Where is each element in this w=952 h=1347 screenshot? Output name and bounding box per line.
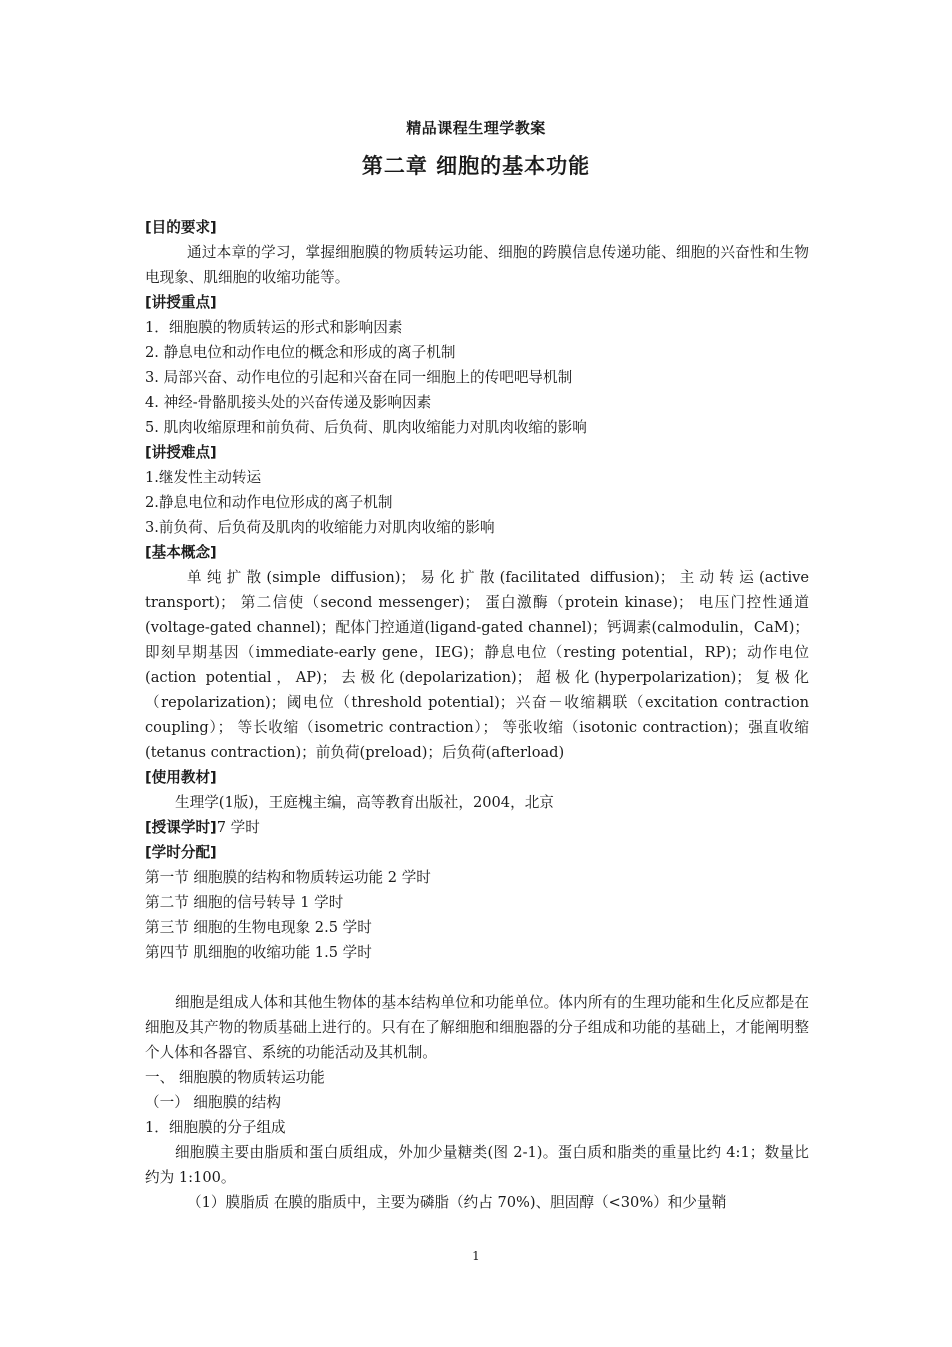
subsection-heading: （一） 细胞膜的结构 xyxy=(145,1094,281,1111)
page-content xyxy=(145,215,809,1215)
objectives-heading: [目的要求] xyxy=(145,219,217,236)
key-point-item: 4. 神经-骨骼肌接头处的兴奋传递及影响因素 xyxy=(145,394,432,411)
chapter-title: 第二章 细胞的基本功能 xyxy=(361,154,591,178)
key-point-item: 5. 肌肉收缩原理和前负荷、后负荷、肌肉收缩能力对肌肉收缩的影响 xyxy=(145,419,587,436)
allocation-item: 第一节 细胞膜的结构和物质转运功能 2 学时 xyxy=(145,869,431,886)
allocation-item: 第三节 细胞的生物电现象 2.5 学时 xyxy=(145,919,372,936)
concepts-text: 单纯扩散(simple diffusion)；易化扩散(facilitated diffusion)；主动转运(active transport)； 第二信使（second messenger)； 蛋白激酶（protein kinase)； 电压门控性通道(voltage-gated channel)；配体门控通道(ligand-gated channel)；钙调素(calmodulin，CaM)；即刻早期基因（immediate-early gene，IEG)；静息电位（resting potential，RP)；动作电位(action potential，AP)；去极化(depolarization)；超极化(hyperpolarization)；复极化（repolarization)；阈电位（threshold potential)；兴奋－收缩耦联（excitation contraction coupling）； 等长收缩（isometric contraction）； 等张收缩（isotonic contraction)；强直收缩(tetanus contraction)；前负荷(preload)；后负荷(afterload) xyxy=(145,569,809,761)
allocation-item: 第四节 肌细胞的收缩功能 1.5 学时 xyxy=(145,944,372,961)
key-point-item: 1．细胞膜的物质转运的形式和影响因素 xyxy=(145,319,403,336)
difficult-point-item: 3.前负荷、后负荷及肌肉的收缩能力对肌肉收缩的影响 xyxy=(145,519,495,536)
composition-paragraph: 细胞膜主要由脂质和蛋白质组成，外加少量糖类(图 2-1)。蛋白质和脂类的重量比约 4:1；数量比约为 1:100。 xyxy=(145,1144,809,1186)
teaching-hours-line xyxy=(145,815,809,840)
difficult-points-heading: [讲授难点] xyxy=(145,444,217,461)
spacer xyxy=(145,965,809,990)
key-points-heading: [讲授重点] xyxy=(145,294,217,311)
intro-paragraph: 细胞是组成人体和其他生物体的基本结构单位和功能单位。体内所有的生理功能和生化反应都是在细胞及其产物的物质基础上进行的。只有在了解细胞和细胞器的分子组成和功能的基础上，才能阐明整个人体和各器官、系统的功能活动及其机制。 xyxy=(145,994,809,1061)
course-title: 精品课程生理学教案 xyxy=(406,119,546,137)
item-heading: 1．细胞膜的分子组成 xyxy=(145,1119,286,1136)
page-number: 1 xyxy=(472,1249,480,1263)
textbook-heading: [使用教材] xyxy=(145,769,217,786)
teaching-hours-heading: [授课学时] xyxy=(145,819,217,836)
allocation-heading: [学时分配] xyxy=(145,844,217,861)
lipid-paragraph: （1）膜脂质 在膜的脂质中，主要为磷脂（约占 70%)、胆固醇（<30%）和少量鞘 xyxy=(187,1194,727,1211)
concepts-heading: [基本概念] xyxy=(145,544,217,561)
teaching-hours-value: 7 学时 xyxy=(216,819,260,836)
allocation-item: 第二节 细胞的信号转导 1 学时 xyxy=(145,894,344,911)
key-point-item: 2. 静息电位和动作电位的概念和形成的离子机制 xyxy=(145,344,456,361)
textbook-text: 生理学(1版)，王庭槐主编，高等教育出版社，2004，北京 xyxy=(175,794,554,811)
difficult-point-item: 1.继发性主动转运 xyxy=(145,469,262,486)
objectives-text: 通过本章的学习，掌握细胞膜的物质转运功能、细胞的跨膜信息传递功能、细胞的兴奋性和生物电现象、肌细胞的收缩功能等。 xyxy=(145,244,809,286)
difficult-point-item: 2.静息电位和动作电位形成的离子机制 xyxy=(145,494,393,511)
section-heading: 一、 细胞膜的物质转运功能 xyxy=(145,1069,325,1086)
key-point-item: 3. 局部兴奋、动作电位的引起和兴奋在同一细胞上的传吧吧导机制 xyxy=(145,369,573,386)
